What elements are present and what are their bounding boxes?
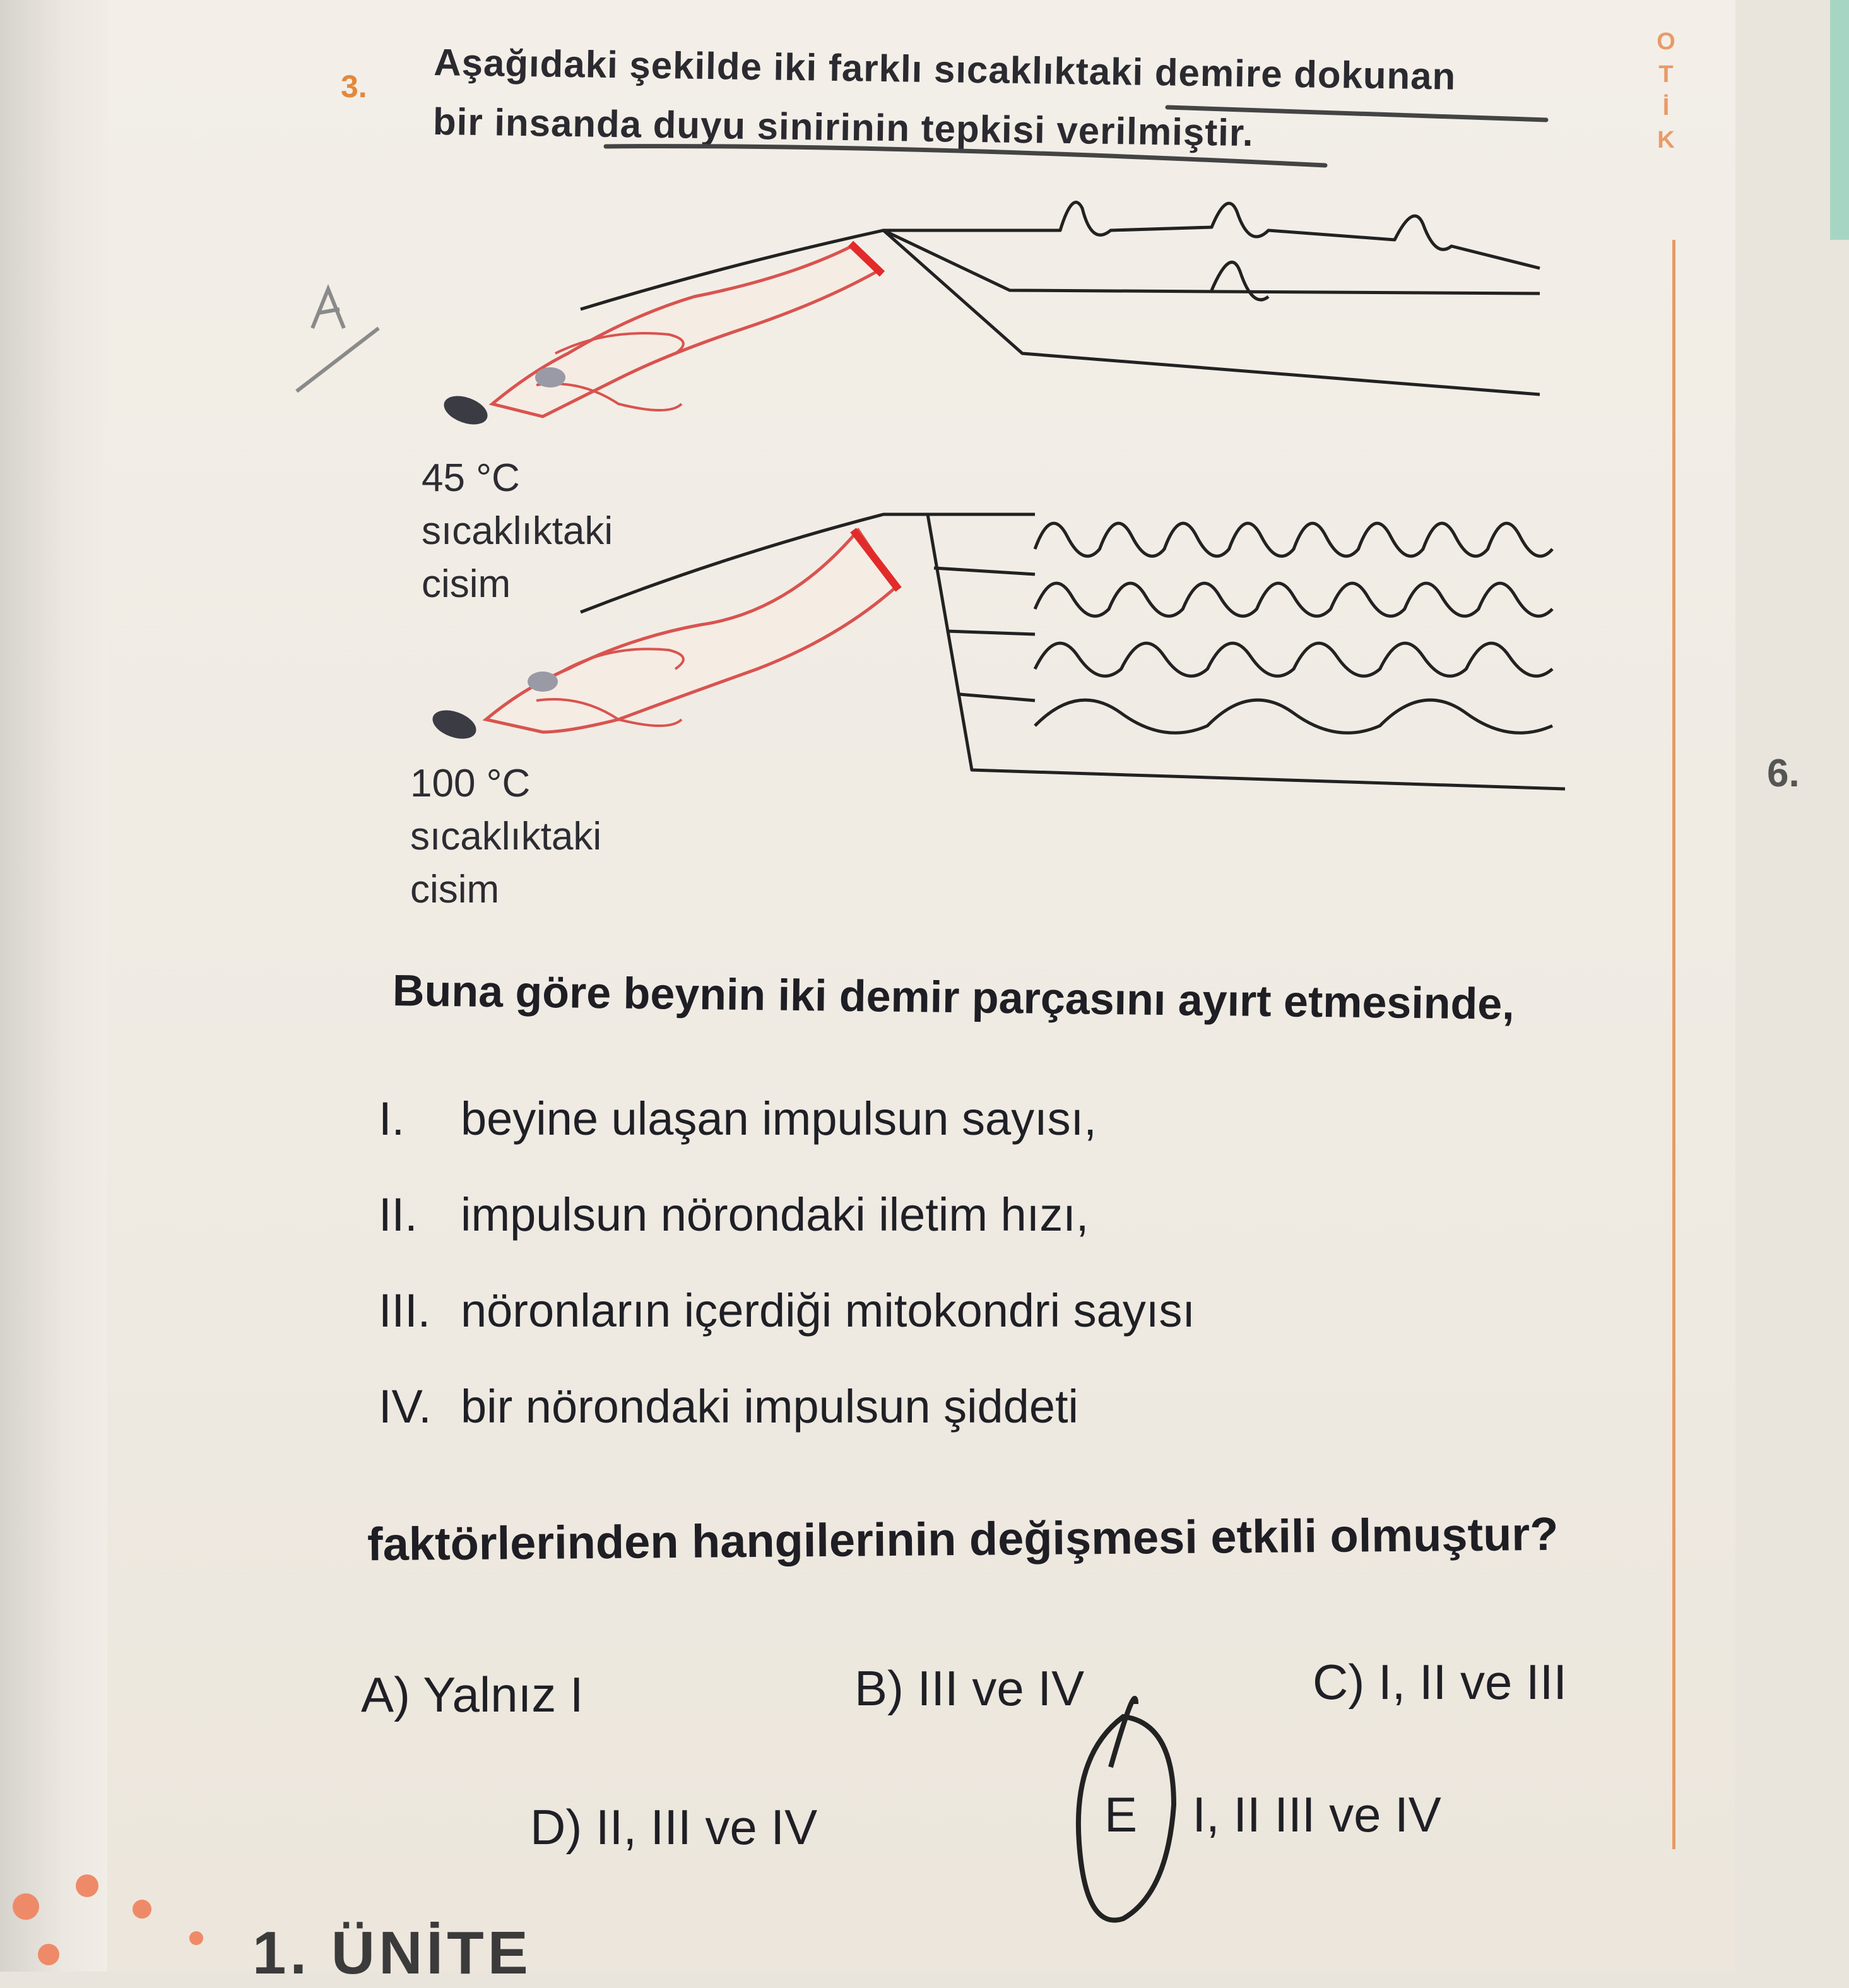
choice-e[interactable] [1104, 1786, 1441, 1843]
figure-label-bottom-temp: 100 °C [410, 762, 531, 805]
underline-marks [606, 107, 1546, 165]
figure-label-top [422, 452, 613, 611]
hand-top [440, 244, 882, 430]
choice-e-text: I, II III ve IV [1192, 1787, 1441, 1842]
margin-handwritten-mark [297, 289, 379, 391]
choice-d[interactable]: D) II, III ve IV [530, 1799, 818, 1855]
next-question-number: 6. [1767, 752, 1800, 795]
statement-item [379, 1092, 1097, 1145]
question-stem-line-1: Aşağıdaki şekilde iki farklı sıcaklıktaki demire dokunan [433, 40, 1456, 98]
side-tab-letter: O [1657, 28, 1675, 55]
figure-label-bottom-line3: cisim [410, 868, 500, 911]
figure-label-bottom-line2: sıcaklıktaki [410, 815, 602, 858]
question-stem-line-2: bir insanda duyu sinirinin tepkisi verilmiştir. [432, 100, 1255, 155]
figure-label-top-temp: 45 °C [422, 456, 520, 500]
figure-label-bottom [410, 757, 601, 916]
question-number: 3. [341, 69, 367, 104]
statement-item [379, 1380, 1078, 1433]
choice-a[interactable]: A) Yalnız I [361, 1667, 584, 1722]
statement-text: bir nörondaki impulsun şiddeti [461, 1380, 1078, 1433]
impulse-wave-row [1035, 583, 1552, 616]
statement-text: nöronların içerdiği mitokondri sayısı [461, 1284, 1195, 1337]
statement-item [379, 1188, 1089, 1241]
figure-label-top-line2: sıcaklıktaki [422, 509, 613, 553]
statement-numeral: IV. [379, 1380, 432, 1433]
statement-numeral: II. [379, 1188, 418, 1241]
statement-numeral: III. [379, 1284, 431, 1337]
impulse-wave-row [1035, 523, 1552, 556]
figure-label-top-line3: cisim [422, 562, 511, 606]
statement-item [379, 1284, 1195, 1337]
side-tab-letter: K [1657, 127, 1675, 153]
choice-c[interactable]: C) I, II ve III [1313, 1654, 1568, 1710]
impulse-wave-row [1035, 700, 1552, 733]
question-closing: faktörlerinden hangilerinin değişmesi etkili olmuştur? [367, 1507, 1559, 1571]
statement-text: impulsun nörondaki iletim hızı, [461, 1188, 1089, 1241]
choice-e-letter: E [1104, 1787, 1138, 1842]
statement-text: beyine ulaşan impulsun sayısı, [461, 1092, 1097, 1145]
unit-title: 1. ÜNİTE [252, 1919, 532, 1987]
impulse-wave-row [1035, 643, 1552, 676]
choice-b[interactable]: B) III ve IV [854, 1660, 1085, 1716]
impulse-wave-train [1035, 523, 1552, 733]
statement-numeral: I. [379, 1092, 405, 1145]
question-prompt: Buna göre beynin iki demir parçasını ayırt etmesinde, [392, 966, 1515, 1029]
side-tab-letter: İ [1662, 94, 1670, 121]
side-tab-letter: T [1658, 61, 1674, 88]
